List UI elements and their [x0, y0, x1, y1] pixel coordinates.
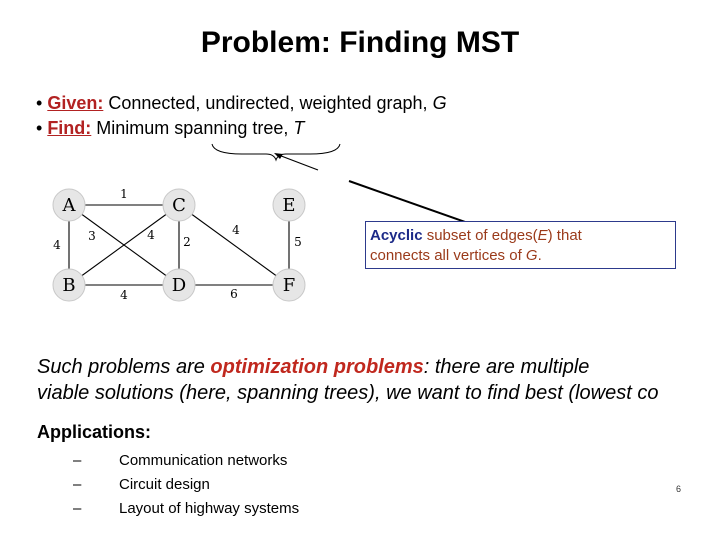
example-graph — [45, 183, 345, 308]
weight-a-d: 3 — [88, 229, 96, 243]
para-line-2: viable solutions (here, spanning trees), we want to find best (lowest co — [37, 382, 659, 404]
acyclic-term: Acyclic — [370, 227, 423, 244]
list-item — [73, 476, 210, 493]
node-label-f: F — [282, 275, 296, 296]
page-number: 6 — [676, 484, 682, 494]
list-dash: – — [73, 452, 82, 469]
weight-b-d: 4 — [120, 288, 128, 302]
node-label-e: E — [282, 195, 296, 216]
para-part-2: : there are multiple — [423, 356, 590, 378]
list-item-text: Layout of highway systems — [119, 500, 300, 517]
given-text: Connected, undirected, weighted graph, — [103, 93, 433, 113]
node-label-c: C — [172, 195, 186, 216]
callout-text-3: connects all vertices of — [370, 247, 526, 264]
callout-g-var: G — [525, 247, 538, 264]
optimization-paragraph — [37, 354, 658, 406]
weight-a-b: 4 — [53, 238, 61, 252]
weight-c-f: 4 — [232, 223, 240, 237]
callout-text-2: ) that — [547, 227, 582, 244]
applications-heading: Applications: — [37, 422, 152, 442]
list-dash: – — [73, 500, 82, 517]
para-part-1: Such problems are — [37, 356, 211, 378]
list-item-text: Communication networks — [119, 452, 288, 469]
node-label-d: D — [171, 275, 187, 296]
bullet-dot: • — [36, 93, 48, 113]
list-dash: – — [73, 476, 82, 493]
find-text: Minimum spanning tree, — [91, 118, 294, 138]
weight-b-c: 4 — [147, 228, 155, 242]
callout-text-1: subset of edges( — [422, 227, 538, 244]
list-item-text: Circuit design — [119, 476, 210, 493]
node-label-a: A — [62, 195, 76, 216]
find-var: T — [293, 118, 305, 138]
weight-a-c: 1 — [120, 187, 128, 201]
weight-e-f: 5 — [294, 235, 302, 249]
bullet-dot: • — [36, 118, 48, 138]
definition-callout — [365, 221, 676, 269]
slide-title: Problem: Finding MST — [200, 26, 520, 59]
callout-text-4: . — [537, 247, 542, 264]
callout-e-var: E — [537, 227, 548, 244]
given-var: G — [432, 93, 447, 113]
given-label: Given: — [47, 93, 104, 113]
edge-c-f — [179, 205, 289, 285]
find-label: Find: — [47, 118, 92, 138]
list-item — [73, 500, 299, 517]
weight-c-d: 2 — [183, 235, 191, 249]
node-label-b: B — [62, 275, 76, 296]
list-item — [73, 452, 287, 469]
optimization-highlight: optimization problems — [210, 356, 424, 378]
weight-d-f: 6 — [230, 287, 238, 301]
